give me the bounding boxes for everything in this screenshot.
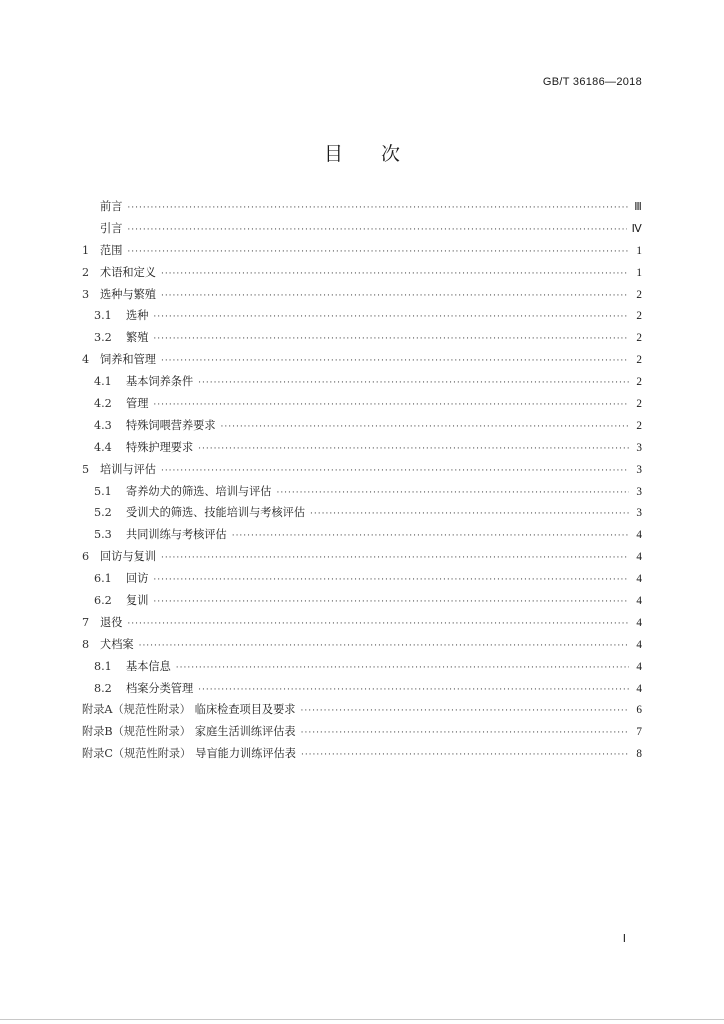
toc-entry-title: 饲养和管理 — [100, 353, 156, 367]
toc-entry-page: 1 — [636, 266, 642, 279]
toc-entry-page: 4 — [636, 682, 642, 695]
toc-entry-page: 2 — [636, 310, 642, 323]
toc-dot-leader — [232, 531, 629, 541]
toc-entry-number: 8 — [82, 637, 90, 651]
toc-entry-page: 1 — [636, 244, 642, 257]
toc-dot-leader — [221, 422, 629, 432]
toc-entry-page: Ⅲ — [634, 201, 642, 213]
page-title: 目次 — [323, 143, 438, 165]
toc-entry-title: 共同训练与考核评估 — [126, 528, 227, 542]
toc-entry-number: 8.2 — [94, 681, 112, 695]
toc-entry[interactable] — [82, 570, 642, 592]
page-number: Ⅰ — [622, 933, 626, 945]
toc-entry-title: 寄养幼犬的筛选、培训与评估 — [126, 484, 272, 498]
toc-dot-leader — [153, 400, 629, 410]
toc-dot-leader — [161, 269, 629, 279]
toc-entry[interactable] — [82, 198, 642, 220]
toc-entry-number: 附录C（规范性附录） — [82, 747, 192, 761]
toc-entry-page: 3 — [636, 507, 642, 520]
toc-dot-leader — [176, 663, 629, 673]
toc-entry-page: 3 — [636, 463, 642, 476]
toc-entry-number: 8.1 — [94, 659, 112, 673]
toc-entry-title: 前言 — [100, 200, 123, 213]
toc-dot-leader — [127, 619, 629, 629]
toc-entry-number: 1 — [82, 243, 90, 257]
toc-entry[interactable] — [82, 723, 642, 745]
toc-entry[interactable] — [82, 658, 642, 680]
toc-entry-page: 4 — [636, 660, 642, 673]
toc-entry-page: 4 — [636, 595, 642, 608]
toc-dot-leader — [139, 641, 629, 651]
toc-entry-number: 4 — [82, 353, 90, 367]
toc-dot-leader — [300, 706, 629, 716]
toc-entry[interactable] — [82, 636, 642, 658]
toc-dot-leader — [127, 225, 626, 235]
toc-entry-title: 回访 — [126, 572, 149, 586]
toc-entry-title: 临床检查项目及要求 — [194, 703, 296, 717]
toc-entry-page: 4 — [636, 638, 642, 651]
toc-entry-page: 4 — [636, 529, 642, 542]
toc-entry-number: 6.2 — [94, 594, 112, 608]
toc-entry[interactable] — [82, 461, 642, 483]
toc-entry-page: 4 — [636, 573, 642, 586]
toc-entry-number: 3.1 — [94, 309, 112, 323]
toc-dot-leader — [301, 728, 629, 738]
toc-entry-title: 退役 — [100, 615, 123, 629]
toc-entry-page: 3 — [636, 485, 642, 498]
toc-entry-title: 复训 — [126, 594, 149, 608]
toc-entry-page: 2 — [636, 398, 642, 411]
toc-dot-leader — [301, 750, 629, 760]
toc-entry[interactable] — [82, 592, 642, 614]
toc-entry-number: 5.3 — [94, 528, 112, 542]
toc-entry-title: 特殊饲喂营养要求 — [126, 418, 216, 432]
toc-entry-number: 4.4 — [94, 440, 112, 454]
toc-entry[interactable] — [82, 701, 642, 723]
toc-entry-title: 回访与复训 — [100, 550, 156, 564]
toc-dot-leader — [310, 509, 629, 519]
toc-entry[interactable] — [82, 307, 642, 329]
toc-dot-leader — [153, 575, 629, 585]
toc-entry[interactable] — [82, 395, 642, 417]
toc-entry-number: 附录A（规范性附录） — [82, 703, 191, 717]
toc-dot-leader — [161, 291, 629, 301]
toc-entry-page: 3 — [636, 441, 642, 454]
toc-entry-title: 管理 — [126, 397, 149, 411]
toc-entry[interactable] — [82, 745, 642, 767]
toc-entry[interactable] — [82, 483, 642, 505]
toc-dot-leader — [198, 378, 629, 388]
toc-dot-leader — [198, 685, 629, 695]
toc-entry-title: 家庭生活训练评估表 — [194, 725, 296, 739]
toc-entry-page: 7 — [636, 726, 642, 739]
toc-entry-title: 引言 — [100, 221, 123, 235]
toc-dot-leader — [127, 247, 629, 257]
toc-dot-leader — [161, 553, 629, 563]
toc-entry-page: 2 — [636, 419, 642, 432]
toc-entry-title: 受训犬的筛选、技能培训与考核评估 — [126, 506, 306, 520]
toc-entry-number: 4.3 — [94, 418, 112, 432]
toc-entry[interactable] — [82, 373, 642, 395]
toc-entry-title: 档案分类管理 — [126, 681, 194, 695]
toc-entry-title: 选种与繁殖 — [100, 287, 156, 301]
toc-entry-number: 2 — [82, 265, 90, 279]
toc-entry[interactable] — [82, 351, 642, 373]
toc-entry-title: 术语和定义 — [100, 265, 156, 279]
toc-entry-number: 附录B（规范性附录） — [82, 725, 191, 739]
toc-entry[interactable] — [82, 504, 642, 526]
toc-dot-leader — [153, 334, 629, 344]
toc-entry-page: 8 — [636, 748, 642, 761]
toc-entry-title: 选种 — [126, 309, 149, 323]
toc-entry-title: 基本饲养条件 — [126, 375, 194, 389]
toc-entry-number: 5.2 — [94, 506, 112, 520]
toc-dot-leader — [127, 203, 629, 213]
toc-entry-number: 5.1 — [94, 484, 112, 498]
toc-entry-number: 4.1 — [94, 375, 112, 389]
toc-entry-number: 3.2 — [94, 331, 112, 345]
table-of-contents — [82, 198, 642, 767]
toc-entry-title: 繁殖 — [126, 331, 149, 345]
toc-entry-title: 特殊护理要求 — [126, 440, 194, 454]
toc-entry-number: 5 — [82, 462, 90, 476]
toc-entry-number: 7 — [82, 615, 90, 629]
toc-entry-page: 2 — [636, 288, 642, 301]
toc-entry-number: 6 — [82, 550, 90, 564]
toc-entry[interactable] — [82, 614, 642, 636]
toc-entry[interactable] — [82, 220, 642, 242]
toc-entry-page: Ⅳ — [631, 222, 642, 235]
bottom-divider — [0, 1019, 724, 1020]
toc-entry[interactable] — [82, 417, 642, 439]
toc-entry-page: 2 — [636, 332, 642, 345]
toc-dot-leader — [161, 356, 629, 366]
toc-dot-leader — [276, 488, 629, 498]
toc-entry-title: 培训与评估 — [100, 462, 156, 476]
toc-entry-page: 6 — [636, 704, 642, 717]
toc-entry-page: 4 — [636, 551, 642, 564]
toc-entry[interactable] — [82, 680, 642, 702]
toc-entry[interactable] — [82, 548, 642, 570]
toc-dot-leader — [198, 444, 629, 454]
toc-entry-number: 6.1 — [94, 572, 112, 586]
toc-dot-leader — [161, 466, 629, 476]
toc-entry[interactable] — [82, 439, 642, 461]
toc-entry-title: 犬档案 — [100, 637, 134, 651]
toc-entry[interactable] — [82, 242, 642, 264]
toc-entry-title: 导盲能力训练评估表 — [195, 747, 296, 761]
standard-number: GB/T 36186—2018 — [542, 76, 642, 88]
toc-entry[interactable] — [82, 329, 642, 351]
toc-entry-title: 范围 — [100, 243, 123, 257]
toc-entry-title: 基本信息 — [126, 659, 171, 673]
toc-entry-page: 2 — [636, 354, 642, 367]
toc-entry[interactable] — [82, 526, 642, 548]
toc-dot-leader — [153, 597, 629, 607]
toc-entry[interactable] — [82, 286, 642, 308]
toc-entry-page: 2 — [636, 376, 642, 389]
toc-entry[interactable] — [82, 264, 642, 286]
toc-dot-leader — [153, 312, 629, 322]
toc-entry-number: 3 — [82, 287, 90, 301]
toc-entry-number: 4.2 — [94, 397, 112, 411]
toc-entry-page: 4 — [636, 616, 642, 629]
